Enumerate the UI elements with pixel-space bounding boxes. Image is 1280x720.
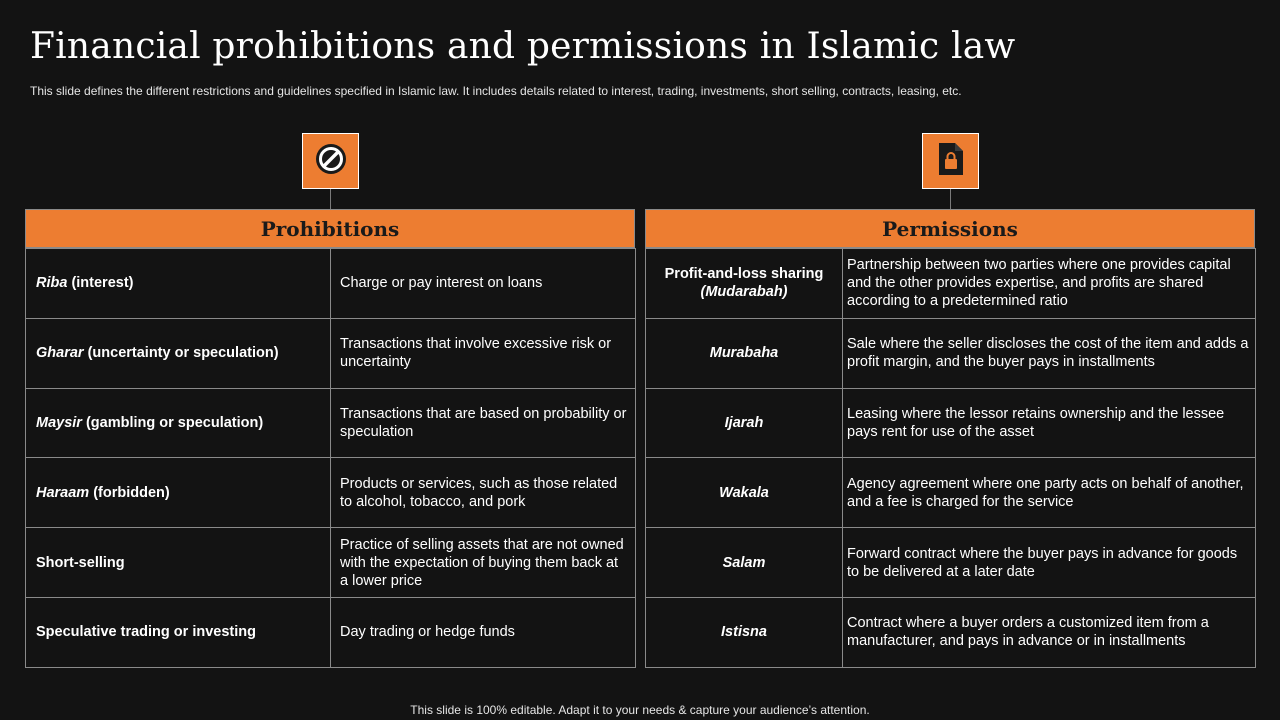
prohibition-row <box>26 388 636 458</box>
prohibition-term-text: (uncertainty or speculation) <box>83 345 279 362</box>
permission-term <box>646 458 843 528</box>
no-entry-icon <box>314 142 348 181</box>
permission-term-italic: Wakala <box>719 484 769 501</box>
permissions-connector <box>950 189 951 209</box>
permission-term-italic: Istisna <box>721 624 767 641</box>
permission-description: Leasing where the lessor retains ownership and the lessee pays rent for use of the asset <box>843 388 1256 458</box>
prohibition-term-text: (interest) <box>67 275 134 292</box>
prohibition-row <box>26 458 636 528</box>
prohibition-term <box>26 597 331 667</box>
prohibition-term-text: Short-selling <box>36 554 125 571</box>
permission-row <box>646 318 1256 388</box>
footer-note: This slide is 100% editable. Adapt it to your needs & capture your audience’s attention. <box>410 703 870 717</box>
prohibitions-panel <box>25 209 635 668</box>
prohibition-term-italic: Maysir <box>36 414 82 431</box>
prohibition-term-text: Speculative trading or investing <box>36 624 256 641</box>
permission-term <box>646 597 843 667</box>
prohibition-row <box>26 597 636 667</box>
permission-row <box>646 249 1256 319</box>
permission-term <box>646 249 843 319</box>
prohibitions-icon-box <box>302 133 359 189</box>
locked-document-icon <box>936 141 966 182</box>
prohibition-term <box>26 528 331 598</box>
prohibition-row <box>26 318 636 388</box>
prohibitions-header: Prohibitions <box>25 209 635 248</box>
permissions-table <box>645 248 1256 668</box>
prohibition-term-italic: Riba <box>36 275 68 292</box>
prohibition-description: Transactions that are based on probability or speculation <box>331 388 636 458</box>
prohibition-term <box>26 318 331 388</box>
permission-term-text: Profit-and-loss sharing <box>664 266 824 283</box>
permission-row <box>646 458 1256 528</box>
prohibition-term-italic: Haraam <box>36 484 90 501</box>
prohibition-row <box>26 528 636 598</box>
permission-term-italic: Ijarah <box>724 414 764 431</box>
permission-description: Contract where a buyer orders a customized item from a manufacturer, and pays in advance or in installments <box>843 597 1256 667</box>
permission-term-italic: Murabaha <box>709 345 779 362</box>
prohibition-description: Transactions that involve excessive risk or uncertainty <box>331 318 636 388</box>
permission-term <box>646 528 843 598</box>
prohibition-description: Day trading or hedge funds <box>331 597 636 667</box>
prohibition-term-text: (gambling or speculation) <box>81 414 264 431</box>
permission-description: Sale where the seller discloses the cost of the item and adds a profit margin, and the buyer pays in installments <box>843 318 1256 388</box>
permission-term-italic: Salam <box>722 554 766 571</box>
permission-description: Forward contract where the buyer pays in advance for goods to be delivered at a later date <box>843 528 1256 598</box>
permission-row <box>646 528 1256 598</box>
prohibition-term <box>26 249 331 319</box>
permissions-panel <box>645 209 1255 668</box>
prohibition-description: Products or services, such as those related to alcohol, tobacco, and pork <box>331 458 636 528</box>
prohibition-term <box>26 388 331 458</box>
page-subtitle: This slide defines the different restrictions and guidelines specified in Islamic law. It includes details related to interest, trading, investments, short selling, contracts, leasing, etc. <box>30 84 962 98</box>
prohibition-description: Charge or pay interest on loans <box>331 249 636 319</box>
permission-description: Agency agreement where one party acts on behalf of another, and a fee is charged for the service <box>843 458 1256 528</box>
permission-row <box>646 388 1256 458</box>
prohibition-term <box>26 458 331 528</box>
prohibition-description: Practice of selling assets that are not owned with the expectation of buying them back at a lower price <box>331 528 636 598</box>
prohibitions-connector <box>330 189 331 209</box>
permission-description: Partnership between two parties where one provides capital and the other provides expertise, and profits are shared according to a predetermined ratio <box>843 249 1256 319</box>
permission-term <box>646 318 843 388</box>
permission-term <box>646 388 843 458</box>
permission-term-italic: (Mudarabah) <box>700 284 788 301</box>
prohibition-term-italic: Gharar <box>36 345 84 362</box>
prohibition-term-text: (forbidden) <box>89 484 170 501</box>
prohibitions-table <box>25 248 636 668</box>
permissions-icon-box <box>922 133 979 189</box>
page-title: Financial prohibitions and permissions in Islamic law <box>30 26 1016 67</box>
permission-row <box>646 597 1256 667</box>
permissions-header: Permissions <box>645 209 1255 248</box>
prohibition-row <box>26 249 636 319</box>
